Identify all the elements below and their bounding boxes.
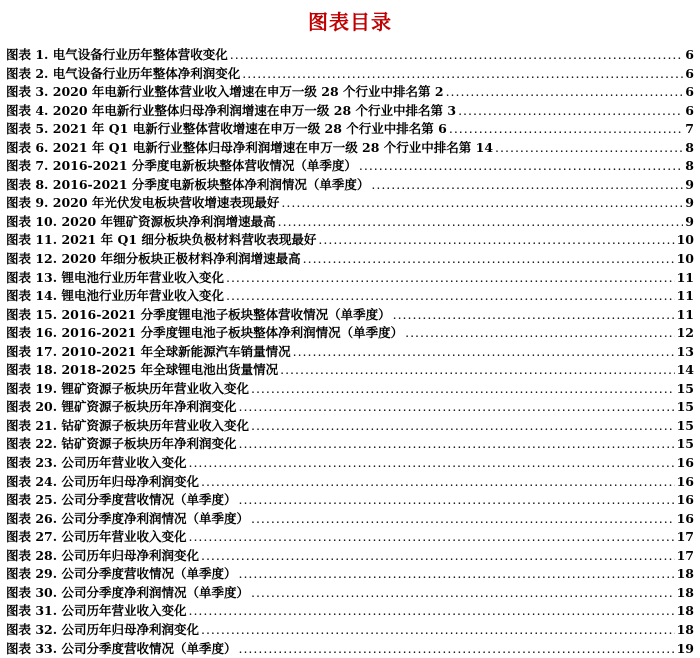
toc-entry-label: 图表 4. <box>6 103 48 118</box>
toc-dot-leader <box>293 343 675 362</box>
toc-entry-title: 锂矿资源子板块历年净利润变化 <box>61 399 236 414</box>
toc-entry[interactable] <box>6 102 694 121</box>
toc-page-number: 6 <box>683 83 694 102</box>
toc-dot-leader <box>446 83 684 102</box>
toc-entry-title: 公司历年归母净利润变化 <box>61 622 199 637</box>
toc-entry-label: 图表 1. <box>6 47 48 62</box>
toc-entry[interactable] <box>6 435 694 454</box>
toc-dot-leader <box>251 380 675 399</box>
toc-entry-label: 图表 14. <box>6 288 57 303</box>
toc-entry-label: 图表 23. <box>6 455 57 470</box>
toc-entry-text <box>6 640 238 658</box>
toc-entry-text <box>6 565 238 584</box>
toc-entry-title: 2016-2021 分季度电新板块整体营收情况（单季度） <box>53 158 357 173</box>
toc-entry-label: 图表 11. <box>6 232 57 247</box>
toc-entry-title: 公司分季度净利润情况（单季度） <box>61 511 249 526</box>
toc-entry-title: 公司历年归母净利润变化 <box>61 474 199 489</box>
toc-entry[interactable] <box>6 584 694 603</box>
toc-entry-title: 2021 年 Q1 电新行业整体营收增速在申万一级 28 个行业中排名第 6 <box>53 121 447 136</box>
toc-page-number: 19 <box>675 640 694 658</box>
toc-page-number: 6 <box>683 65 694 84</box>
toc-entry-title: 钴矿资源子板块历年净利润变化 <box>61 436 236 451</box>
toc-entry-text <box>6 250 303 269</box>
toc-entry-label: 图表 30. <box>6 585 57 600</box>
toc-entry-label: 图表 25. <box>6 492 57 507</box>
toc-page-number: 18 <box>675 621 694 640</box>
toc-entry-title: 公司历年营业收入变化 <box>61 603 186 618</box>
toc-entry[interactable] <box>6 324 694 343</box>
toc-dot-leader <box>188 602 674 621</box>
toc-entry[interactable] <box>6 213 694 232</box>
toc-entry-label: 图表 27. <box>6 529 57 544</box>
toc-entry[interactable] <box>6 361 694 380</box>
toc-entry-text <box>6 231 318 250</box>
toc-page-number: 10 <box>675 250 694 269</box>
toc-page-number: 7 <box>683 120 694 139</box>
toc-entry-title: 电气设备行业历年整体营收变化 <box>53 47 228 62</box>
toc-entry-title: 锂电池行业历年营业收入变化 <box>61 270 224 285</box>
toc-dot-leader <box>238 565 674 584</box>
toc-entry-title: 公司历年营业收入变化 <box>61 529 186 544</box>
toc-page-number: 18 <box>675 584 694 603</box>
toc-entry-title: 2020 年光伏发电板块营收增速表现最好 <box>53 195 280 210</box>
toc-page-number: 15 <box>675 398 694 417</box>
toc-page-number: 15 <box>675 380 694 399</box>
toc-page-number: 18 <box>675 565 694 584</box>
toc-entry-label: 图表 9. <box>6 195 48 210</box>
toc-page-number: 11 <box>675 287 694 306</box>
toc-dot-leader <box>251 584 675 603</box>
toc-dot-leader <box>226 269 675 288</box>
toc-page-number: 9 <box>683 176 694 195</box>
toc-entry-label: 图表 17. <box>6 344 57 359</box>
toc-dot-leader <box>393 306 675 325</box>
toc-entry[interactable] <box>6 398 694 417</box>
toc-dot-leader <box>238 435 674 454</box>
toc-entry-label: 图表 32. <box>6 622 57 637</box>
toc-entry-title: 公司历年营业收入变化 <box>61 455 186 470</box>
toc-dot-leader <box>458 102 683 121</box>
toc-dot-leader <box>371 176 683 195</box>
toc-entry-title: 2021 年 Q1 细分板块负极材料营收表现最好 <box>61 232 316 247</box>
toc-entry[interactable] <box>6 565 694 584</box>
toc-entry-label: 图表 20. <box>6 399 57 414</box>
toc-entry[interactable] <box>6 454 694 473</box>
toc-entry-title: 公司分季度净利润情况（单季度） <box>61 585 249 600</box>
toc-page-number: 9 <box>683 194 694 213</box>
toc-entry-text <box>6 621 201 640</box>
toc-entry-title: 2020 年细分板块正极材料净利润增速最高 <box>61 251 300 266</box>
toc-entry-text <box>6 473 201 492</box>
toc-entry-label: 图表 16. <box>6 325 57 340</box>
toc-entry-label: 图表 12. <box>6 251 57 266</box>
toc-dot-leader <box>238 398 674 417</box>
toc-entry-text <box>6 194 281 213</box>
page-title: 图表目录 <box>0 6 700 35</box>
toc-entry[interactable] <box>6 417 694 436</box>
toc-entry-text <box>6 176 371 195</box>
toc-dot-leader <box>226 287 675 306</box>
toc-entry-text <box>6 343 293 362</box>
toc-entry[interactable] <box>6 306 694 325</box>
toc-entry[interactable] <box>6 83 694 102</box>
toc-entry-text <box>6 306 393 325</box>
toc-entry-title: 公司分季度营收情况（单季度） <box>61 641 236 656</box>
toc-page-number: 16 <box>675 510 694 529</box>
toc-dot-leader <box>188 528 674 547</box>
toc-entry-text <box>6 361 280 380</box>
toc-entry[interactable] <box>6 65 694 84</box>
toc-entry[interactable] <box>6 510 694 529</box>
toc-page-number: 9 <box>683 213 694 232</box>
toc-entry-title: 2018-2025 年全球锂电池出货量情况 <box>61 362 278 377</box>
toc-entry-title: 2020 年电新行业整体营业收入增速在申万一级 28 个行业中排名第 2 <box>53 84 444 99</box>
toc-entry-title: 2020 年锂矿资源板块净利润增速最高 <box>61 214 275 229</box>
toc-dot-leader <box>495 139 683 158</box>
toc-dot-leader <box>281 194 683 213</box>
toc-dot-leader <box>230 46 684 65</box>
toc-entry-title: 2020 年电新行业整体归母净利润增速在申万一级 28 个行业中排名第 3 <box>53 103 456 118</box>
toc-entry[interactable] <box>6 343 694 362</box>
toc-entry-text <box>6 102 458 121</box>
toc-entry[interactable] <box>6 547 694 566</box>
toc-entry-label: 图表 18. <box>6 362 57 377</box>
toc-entry-text <box>6 547 201 566</box>
toc-dot-leader <box>251 417 675 436</box>
toc-dot-leader <box>359 157 683 176</box>
toc-entry-text <box>6 510 251 529</box>
toc-page-number: 13 <box>675 343 694 362</box>
toc-page-number: 16 <box>675 454 694 473</box>
toc-entry-label: 图表 22. <box>6 436 57 451</box>
toc-entry-text <box>6 157 359 176</box>
toc-entry[interactable] <box>6 157 694 176</box>
toc-dot-leader <box>405 324 675 343</box>
toc-entry-text <box>6 528 188 547</box>
toc-page-number: 18 <box>675 602 694 621</box>
toc-dot-leader <box>280 361 675 380</box>
toc-entry-title: 钴矿资源子板块历年营业收入变化 <box>61 418 249 433</box>
toc-entry-label: 图表 5. <box>6 121 48 136</box>
toc-entry[interactable] <box>6 287 694 306</box>
toc-entry-title: 2021 年 Q1 电新行业整体归母净利润增速在申万一级 28 个行业中排名第 14 <box>53 140 493 155</box>
toc-entry-label: 图表 29. <box>6 566 57 581</box>
toc-entry[interactable] <box>6 491 694 510</box>
toc-entry-text <box>6 65 242 84</box>
toc-entry-text <box>6 139 495 158</box>
toc-page-number: 17 <box>675 528 694 547</box>
toc-page-number: 8 <box>683 157 694 176</box>
toc-entry-text <box>6 435 238 454</box>
toc-page-number: 16 <box>675 473 694 492</box>
toc-entry-label: 图表 8. <box>6 177 48 192</box>
toc-page-number: 10 <box>675 231 694 250</box>
toc-entry-label: 图表 24. <box>6 474 57 489</box>
toc-entry-title: 公司分季度营收情况（单季度） <box>61 492 236 507</box>
toc-entry-label: 图表 26. <box>6 511 57 526</box>
toc-entry-text <box>6 83 446 102</box>
toc-dot-leader <box>201 547 675 566</box>
toc-entry-title: 2010-2021 年全球新能源汽车销量情况 <box>61 344 290 359</box>
toc-entry-text <box>6 120 449 139</box>
toc-dot-leader <box>278 213 684 232</box>
toc-entry-text <box>6 46 230 65</box>
toc-dot-leader <box>238 491 674 510</box>
toc-entry-text <box>6 287 226 306</box>
toc-entry-text <box>6 380 251 399</box>
toc-entry[interactable] <box>6 46 694 65</box>
toc-entry-text <box>6 417 251 436</box>
toc-entry-label: 图表 2. <box>6 66 48 81</box>
toc-entry-text <box>6 602 188 621</box>
toc-entry-label: 图表 28. <box>6 548 57 563</box>
toc-entry-label: 图表 21. <box>6 418 57 433</box>
toc-page-number: 14 <box>675 361 694 380</box>
toc-entry-text <box>6 491 238 510</box>
toc-entry[interactable] <box>6 194 694 213</box>
toc-entry-title: 电气设备行业历年整体净利润变化 <box>53 66 241 81</box>
toc-page-number: 11 <box>675 269 694 288</box>
toc-entry[interactable] <box>6 473 694 492</box>
toc-entry-title: 公司历年归母净利润变化 <box>61 548 199 563</box>
toc-entry-label: 图表 15. <box>6 307 57 322</box>
toc-entry[interactable] <box>6 231 694 250</box>
toc-page-number: 8 <box>683 139 694 158</box>
toc-dot-leader <box>251 510 675 529</box>
toc-dot-leader <box>318 231 674 250</box>
toc-entry-label: 图表 33. <box>6 641 57 656</box>
toc-entry-text <box>6 398 238 417</box>
toc-entry[interactable] <box>6 640 694 658</box>
toc-entry[interactable] <box>6 139 694 158</box>
toc-page-number: 15 <box>675 435 694 454</box>
toc-entry[interactable] <box>6 621 694 640</box>
toc-entry[interactable] <box>6 380 694 399</box>
toc-page-number: 12 <box>675 324 694 343</box>
toc-entry-title: 2016-2021 分季度电新板块整体净利润情况（单季度） <box>53 177 370 192</box>
toc-entry[interactable] <box>6 602 694 621</box>
toc-entry-title: 锂电池行业历年营业收入变化 <box>61 288 224 303</box>
toc-entry-text <box>6 584 251 603</box>
toc-dot-leader <box>242 65 683 84</box>
toc-dot-leader <box>449 120 683 139</box>
toc-entry-label: 图表 13. <box>6 270 57 285</box>
toc-entry-label: 图表 6. <box>6 140 48 155</box>
toc-entry-label: 图表 19. <box>6 381 57 396</box>
toc-entry-title: 2016-2021 分季度锂电池子板块整体营收情况（单季度） <box>61 307 390 322</box>
toc-page-number: 6 <box>683 102 694 121</box>
toc-page-number: 16 <box>675 491 694 510</box>
toc-entry-label: 图表 10. <box>6 214 57 229</box>
toc-dot-leader <box>238 640 674 658</box>
toc-entry[interactable] <box>6 120 694 139</box>
toc-dot-leader <box>303 250 675 269</box>
toc-entry-title: 公司分季度营收情况（单季度） <box>61 566 236 581</box>
toc-entry-title: 锂矿资源子板块历年营业收入变化 <box>61 381 249 396</box>
toc-entry-text <box>6 269 226 288</box>
toc-page-number: 6 <box>683 46 694 65</box>
toc-page-number: 17 <box>675 547 694 566</box>
toc-dot-leader <box>201 473 675 492</box>
toc-dot-leader <box>188 454 674 473</box>
toc-entry[interactable] <box>6 269 694 288</box>
toc-entry-text <box>6 454 188 473</box>
toc-entry[interactable] <box>6 250 694 269</box>
toc-entry-label: 图表 7. <box>6 158 48 173</box>
toc-entry-title: 2016-2021 分季度锂电池子板块整体净利润情况（单季度） <box>61 325 403 340</box>
toc-entry-label: 图表 3. <box>6 84 48 99</box>
toc-dot-leader <box>201 621 675 640</box>
toc-entry[interactable] <box>6 528 694 547</box>
toc-list <box>6 46 694 658</box>
toc-entry-text <box>6 213 278 232</box>
toc-page-number: 11 <box>675 306 694 325</box>
toc-page-number: 15 <box>675 417 694 436</box>
toc-entry-text <box>6 324 405 343</box>
toc-entry[interactable] <box>6 176 694 195</box>
toc-entry-label: 图表 31. <box>6 603 57 618</box>
